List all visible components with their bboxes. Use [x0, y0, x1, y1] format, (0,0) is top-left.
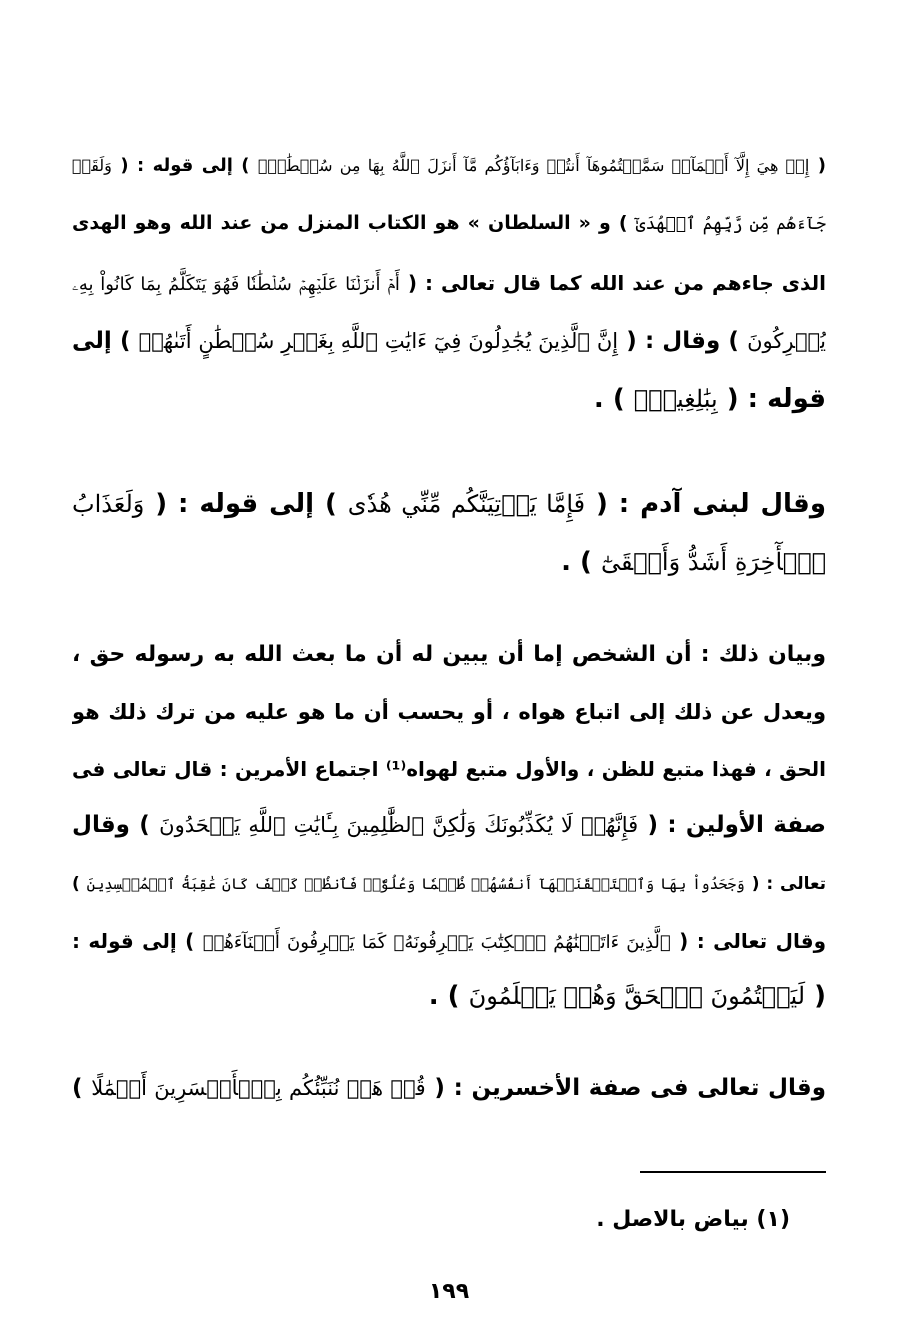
text-line [72, 371, 826, 427]
text-segment: ) [72, 1075, 83, 1101]
text-line [72, 797, 826, 853]
text-line [72, 913, 826, 969]
quran-verse: لَيَكۡتُمُونَ ٱلۡحَقَّ وَهُمۡ يَعۡلَمُونَ [468, 982, 806, 1010]
text-segment: ) إلى [72, 328, 131, 354]
quran-verse: وَجَحَدُواْ بِهَا وَٱسۡتَيۡقَنَتۡهَآ أَنفُسُهُمۡ ظُلۡمٗا وَعُلُوّٗاۚ فَٱنظُرۡ كَيۡفَ كَانَ عَٰقِبَةُ ٱلۡمُفۡسِدِينَ [86, 875, 745, 893]
text-segment: ( [814, 981, 826, 1011]
text-line [72, 1060, 826, 1116]
quran-verse: جَآءَهُم مِّن رَّبِّهِمُ ٱلۡهُدَىٰٓ [635, 214, 826, 234]
text-segment: ) . [593, 384, 625, 414]
text-segment: ) . [428, 981, 460, 1011]
text-segment: قوله : ( [726, 384, 826, 414]
text-line [72, 534, 826, 590]
text-line [72, 195, 826, 251]
text-segment: ( [817, 155, 826, 176]
quran-verse: بِبَٰلِغِيهِۚ [633, 385, 718, 413]
text-line [72, 968, 826, 1024]
text-segment: ) وقال [72, 812, 150, 838]
text-line [72, 476, 826, 532]
quran-verse: ٱلَّذِينَ ءَاتَيۡنَٰهُمُ ٱلۡكِتَٰبَ يَعۡرِفُونَهُۥ كَمَا يَعۡرِفُونَ أَبۡنَآءَهُمۡ [202, 932, 671, 953]
text-line [72, 255, 826, 311]
text-segment: وقال لبنى آدم : ( [596, 489, 826, 519]
text-segment: الحق ، فهذا متبع للظن ، والأول متبع لهواه⁽¹⁾ اجتماع الأمرين : قال تعالى فى [72, 757, 826, 781]
text-segment: ) إلى قوله : ( [155, 489, 337, 519]
quran-verse: قُلۡ هَلۡ نُنَبِّئُكُم بِٱلۡأَخۡسَرِينَ أَعۡمَٰلًا [91, 1076, 426, 1100]
quran-verse: إِنۡ هِيَ إِلَّآ أَسۡمَآءٞ سَمَّيۡتُمُوهَآ أَنتُمۡ وَءَابَآؤُكُم مَّآ أَنزَلَ ٱللَّهُ بِهَا مِن سُلۡطَٰنٍۚ [257, 156, 810, 175]
quran-verse: فَإِمَّا يَأۡتِيَنَّكُم مِّنِّي هُدٗى [347, 490, 586, 518]
text-line [72, 627, 826, 683]
footnote: (١) بياض بالاصل . [596, 1207, 790, 1232]
text-segment: تعالى : ( [751, 874, 826, 894]
page-number: ١٩٩ [428, 1279, 470, 1304]
text-line [72, 313, 826, 369]
text-segment: ) وقال : ( [626, 328, 739, 354]
quran-verse: يُشۡرِكُونَ [747, 329, 826, 353]
text-segment: ) إلى قوله : ( [120, 155, 250, 176]
text-segment: ) إلى قوله : [72, 929, 195, 953]
quran-verse: وَلَعَذَابُ [72, 490, 145, 518]
text-line [72, 138, 826, 194]
text-segment: وبيان ذلك : أن الشخص إما أن يبين له أن ما بعث الله به رسوله حق ، [72, 642, 826, 667]
text-segment: ) [72, 874, 80, 894]
text-segment: ويعدل عن ذلك إلى اتباع هواه ، أو يحسب أن ما هو عليه من ترك ذلك هو [72, 700, 826, 724]
quran-verse: ٱلۡأٓخِرَةِ أَشَدُّ وَأَبۡقَىٰٓ [600, 548, 826, 576]
text-segment: وقال تعالى فى صفة الأخسرين : ( [434, 1075, 826, 1101]
text-segment: ) و « السلطان » هو الكتاب المنزل من عند الله وهو الهدى [72, 212, 628, 234]
text-segment: وقال تعالى : ( [679, 929, 826, 953]
quran-verse: أَمۡ أَنزَلۡنَا عَلَيۡهِمۡ سُلۡطَٰنٗا فَهُوَ يَتَكَلَّمُ بِمَا كَانُواْ بِهِۦ [72, 274, 400, 295]
text-segment: الذى جاءهم من عند الله كما قال تعالى : ( [407, 271, 826, 295]
quran-verse: إِنَّ ٱلَّذِينَ يُجَٰدِلُونَ فِيٓ ءَايَٰتِ ٱللَّهِ بِغَيۡرِ سُلۡطَٰنٍ أَتَىٰهُمۡ [138, 329, 619, 353]
text-line [72, 856, 826, 912]
text-segment: صفة الأولين : ( [647, 812, 826, 838]
text-line [72, 684, 826, 740]
footnote-divider [640, 1171, 826, 1173]
text-line [72, 741, 826, 797]
quran-verse: فَإِنَّهُمۡ لَا يُكَذِّبُونَكَ وَلَٰكِنَّ ٱلظَّٰلِمِينَ بِـَٔايَٰتِ ٱللَّهِ يَجۡحَدُونَ [159, 813, 639, 837]
quran-verse: وَلَقَدۡ [72, 156, 112, 175]
text-segment: ) . [561, 547, 592, 577]
